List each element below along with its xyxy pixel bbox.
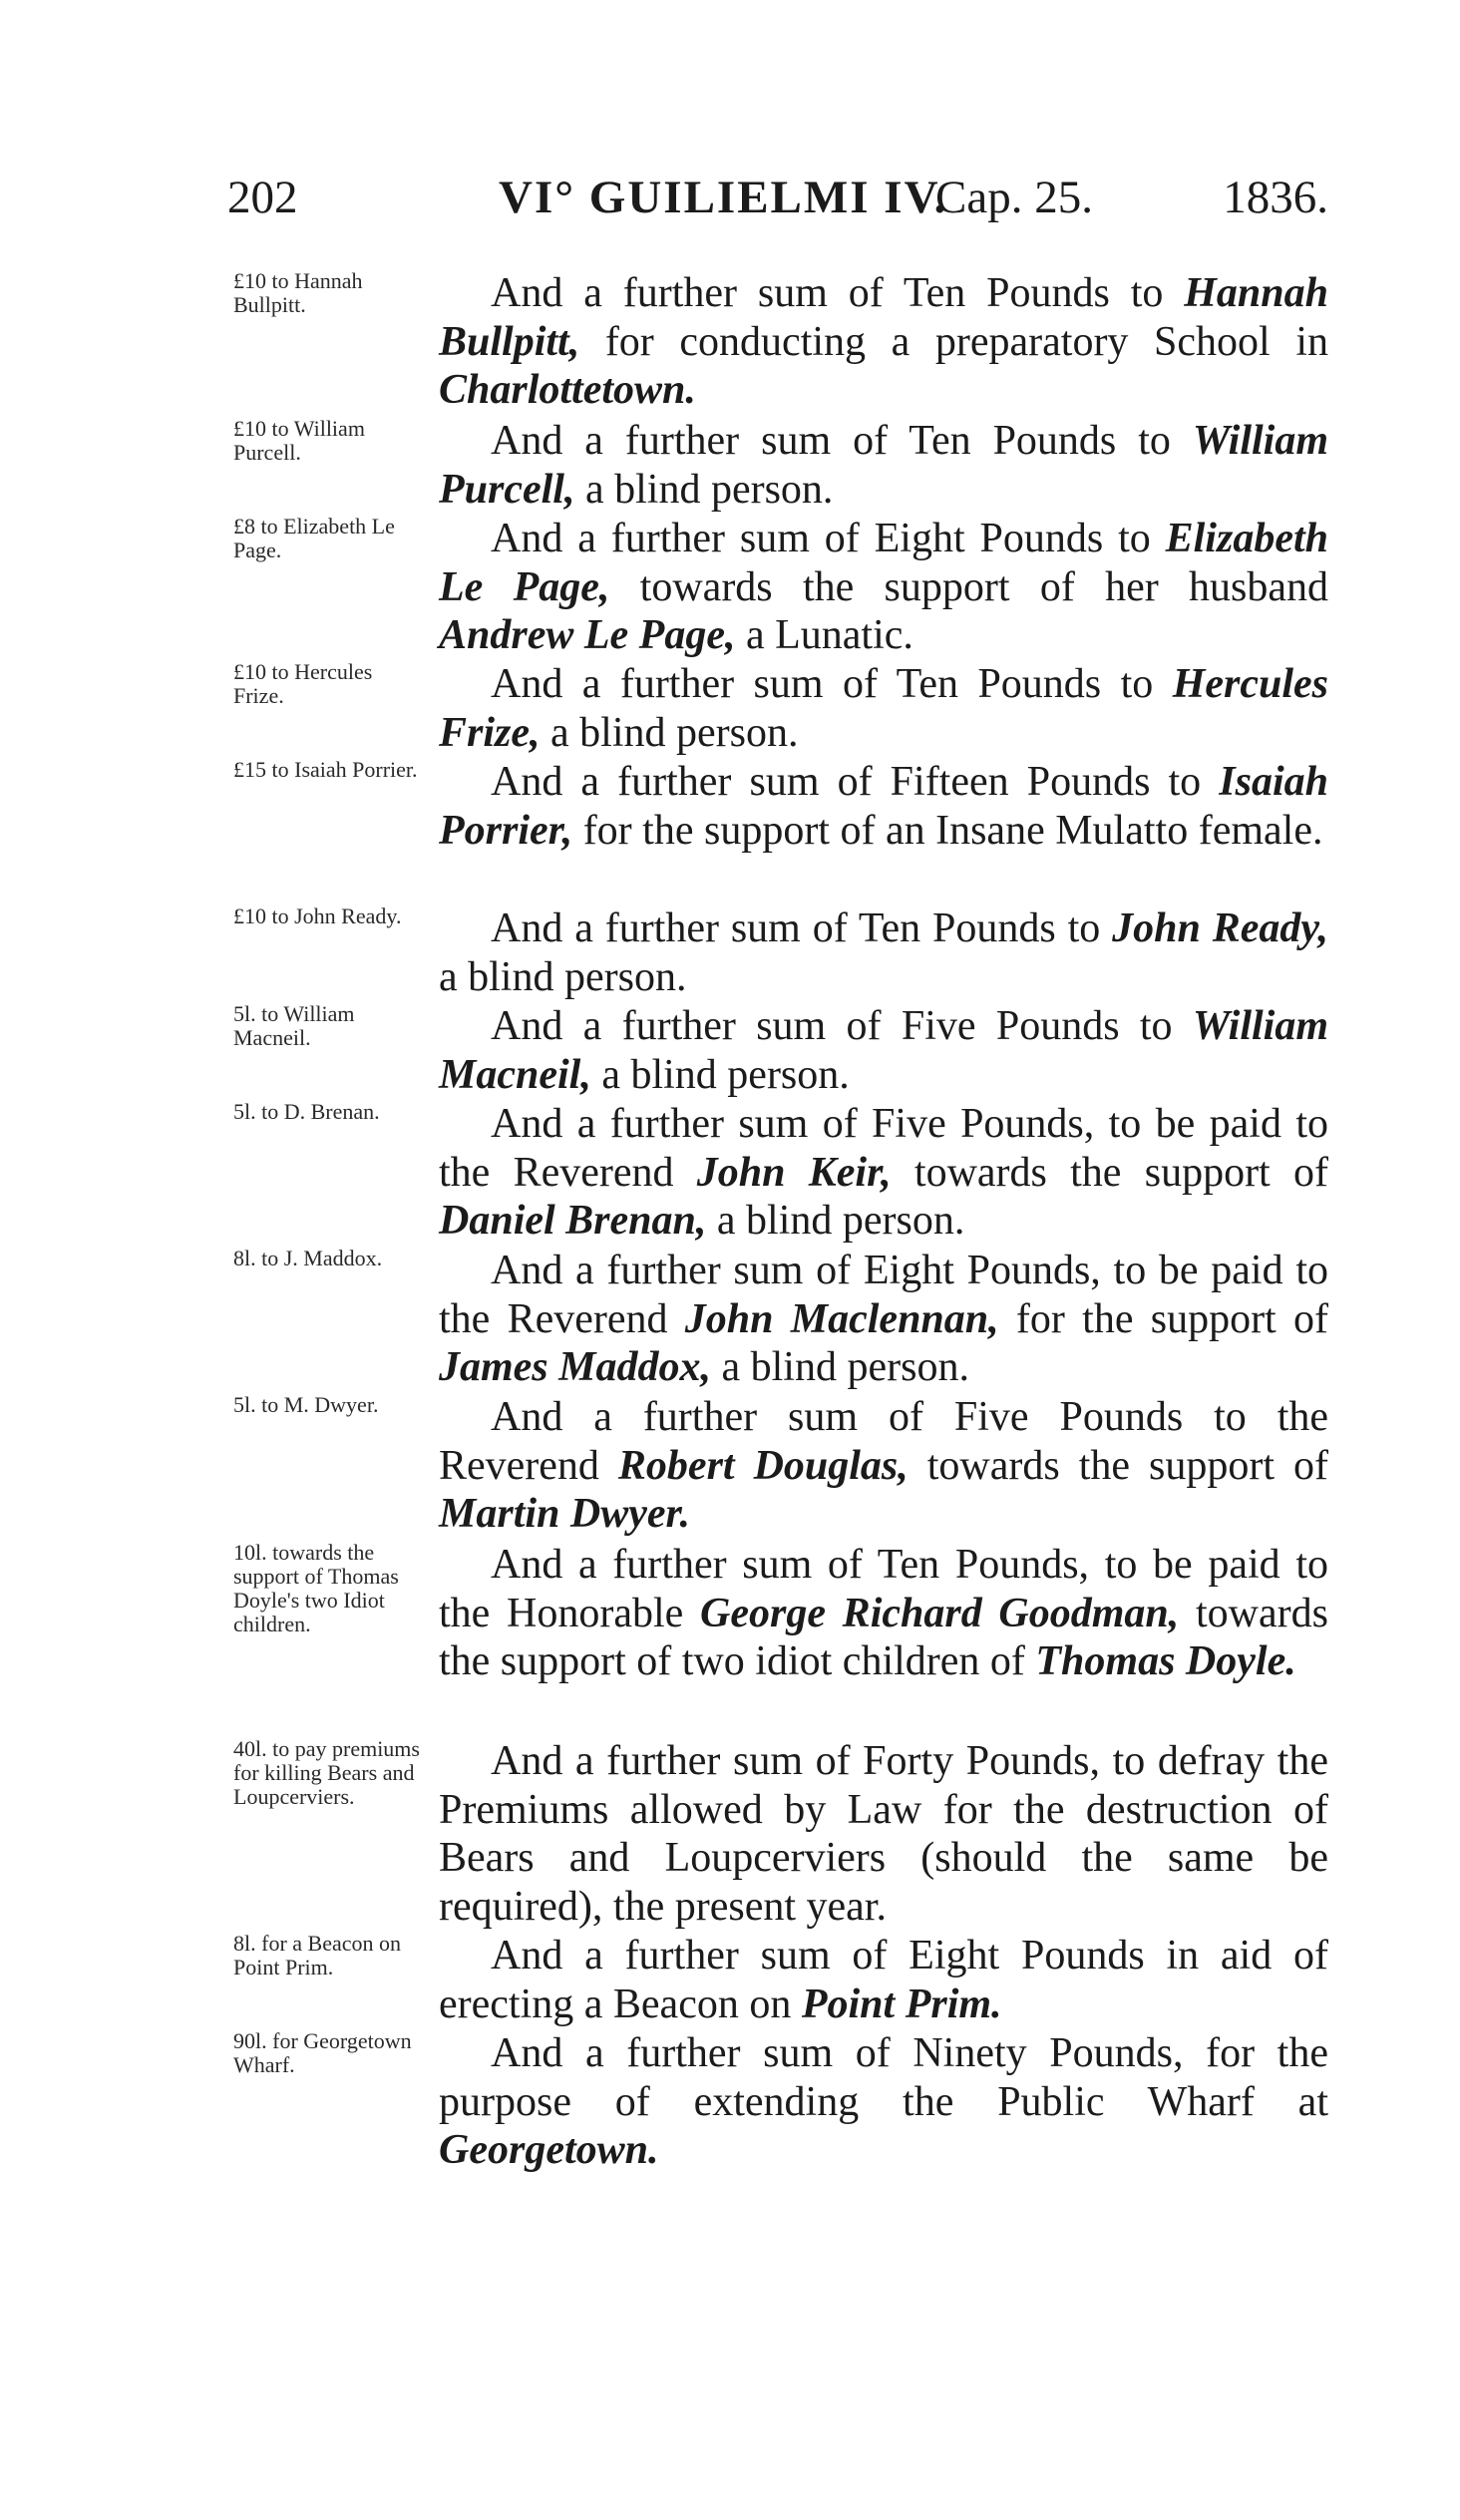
margin-note: 5l. to D. Brenan.	[233, 1099, 380, 1124]
margin-note: 40l. to pay premiums for killing Bears and Loupcerviers.	[233, 1736, 420, 1809]
entry-text: And a further sum of Ten Pounds to William Purcell, a blind person.	[439, 418, 1328, 513]
margin-note: 8l. for a Beacon on Point Prim.	[233, 1931, 401, 1980]
margin-note: £8 to Elizabeth Le Page.	[233, 514, 395, 562]
entry-text: And a further sum of Forty Pounds, to defray the Premiums allowed by Law for the destruction of Bears and Loupcerviers (should the same be required), the present year.	[439, 1738, 1328, 1930]
entry-text: And a further sum of Eight Pounds to Elizabeth Le Page, towards the support of her husband Andrew Le Page, a Lunatic.	[439, 516, 1329, 658]
entry-text: And a further sum of Ninety Pounds, for the purpose of extending the Public Wharf at Georgetown.	[439, 2030, 1328, 2173]
running-header	[227, 168, 1328, 237]
margin-note: 10l. towards the support of Thomas Doyle's two Idiot children.	[233, 1540, 399, 1636]
margin-note: £10 to Hannah Bullpitt.	[233, 268, 363, 317]
margin-note: £10 to Hercules Frize.	[233, 659, 373, 708]
margin-note: 5l. to M. Dwyer.	[233, 1392, 379, 1417]
margin-note: 5l. to William Macneil.	[233, 1001, 355, 1050]
page-number: 202	[227, 172, 298, 223]
statute-title: VI° GUILIELMI IV.	[499, 172, 948, 223]
entry-text: And a further sum of Five Pounds, to be paid to the Reverend John Keir, towards the support of Daniel Brenan, a blind person.	[439, 1101, 1328, 1244]
entry-text: And a further sum of Ten Pounds, to be paid to the Honorable George Richard Goodman, towards the support of two idiot children of Thomas Doyle.	[439, 1542, 1328, 1684]
margin-note: £10 to William Purcell.	[233, 416, 365, 465]
margin-note: 8l. to J. Maddox.	[233, 1246, 383, 1270]
chapter-label: Cap. 25.	[935, 172, 1093, 223]
entry-text: And a further sum of Ten Pounds to John Ready, a blind person.	[439, 905, 1328, 1000]
entry-text: And a further sum of Fifteen Pounds to Isaiah Porrier, for the support of an Insane Mulatto female.	[439, 759, 1328, 854]
entry-text: And a further sum of Five Pounds to the Reverend Robert Douglas, towards the support of Martin Dwyer.	[439, 1394, 1328, 1537]
margin-note: £10 to John Ready.	[233, 903, 402, 928]
margin-note: 90l. for Georgetown Wharf.	[233, 2028, 412, 2077]
entry-text: And a further sum of Five Pounds to William Macneil, a blind person.	[439, 1003, 1328, 1098]
entry-text: And a further sum of Eight Pounds, to be paid to the Reverend John Maclennan, for the support of James Maddox, a blind person.	[439, 1248, 1328, 1390]
entry-text: And a further sum of Eight Pounds in aid of erecting a Beacon on Point Prim.	[439, 1933, 1328, 2027]
margin-note: £15 to Isaiah Porrier.	[233, 757, 418, 782]
year-label: 1836.	[1223, 172, 1328, 223]
entry-text: And a further sum of Ten Pounds to Hannah Bullpitt, for conducting a preparatory School in Charlottetown.	[439, 270, 1328, 413]
entry-text: And a further sum of Ten Pounds to Hercules Frize, a blind person.	[439, 661, 1328, 756]
